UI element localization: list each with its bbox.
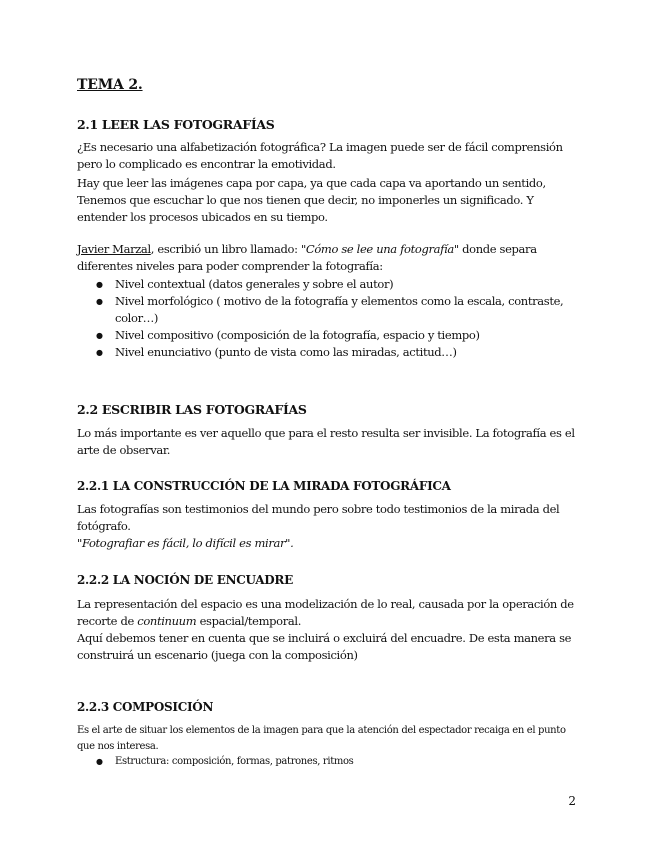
subsection-heading-composicion: 2.2.3 COMPOSICIÓN <box>77 700 214 714</box>
paragraph-testimonios: Las fotografías son testimonios del mundo pero sobre todo testimonios de la mirada del fotógrafo. <box>77 502 560 533</box>
book-title: "Cómo se lee una fotografía" <box>300 242 459 256</box>
section-heading-escribir: 2.2 ESCRIBIR LAS FOTOGRAFÍAS <box>77 402 307 417</box>
subsection-heading-encuadre: 2.2.2 LA NOCIÓN DE ENCUADRE <box>77 573 293 587</box>
continuum-term: continuum <box>137 614 197 628</box>
paragraph-invisible: Lo más importante es ver aquello que para el resto resulta ser invisible. La fotografía es el arte de observar. <box>77 426 575 457</box>
levels-list <box>77 276 577 361</box>
section-heading-leer: 2.1 LEER LAS FOTOGRAFÍAS <box>77 117 275 132</box>
list-item: ● Nivel morfológico ( motivo de la fotografía y elementos como la escala, contraste, color…) <box>77 293 577 327</box>
paragraph-alfabetizacion: ¿Es necesario una alfabetización fotográfica? La imagen puede ser de fácil comprensión pero lo complicado es encontrar la emotividad. <box>77 140 563 171</box>
page-number: 2 <box>568 794 576 808</box>
list-item: ● Nivel compositivo (composición de la fotografía, espacio y tiempo) <box>77 327 577 344</box>
subsection-heading-mirada: 2.2.1 LA CONSTRUCCIÓN DE LA MIRADA FOTOGRÁFICA <box>77 479 451 493</box>
author-name: Javier Marzal <box>77 242 151 256</box>
paragraph-representacion: La representación del espacio es una modelización de lo real, causada por la operación de recorte de continuum espacial/temporal. <box>77 597 574 628</box>
paragraph-marzal: Javier Marzal, escribió un libro llamado: "Cómo se lee una fotografía" donde separa diferentes niveles para poder comprender la fotografía: <box>77 242 537 273</box>
list-item: ● Nivel enunciativo (punto de vista como las miradas, actitud…) <box>77 344 577 361</box>
composition-list <box>77 754 577 770</box>
paragraph-composicion: Es el arte de situar los elementos de la imagen para que la atención del espectador recaiga en el punto que nos interesa. <box>77 725 566 752</box>
list-item: ● Nivel contextual (datos generales y sobre el autor) <box>77 276 577 293</box>
document-title: TEMA 2. <box>77 77 143 93</box>
list-item: ● Estructura: composición, formas, patrones, ritmos <box>77 754 577 770</box>
paragraph-encuadre: Aquí debemos tener en cuenta que se incluirá o excluirá del encuadre. De esta manera se construirá un escenario (juega con la composición) <box>77 631 572 662</box>
quote-mirar: "Fotografiar es fácil, lo difícil es mirar". <box>77 536 294 550</box>
paragraph-capas: Hay que leer las imágenes capa por capa, ya que cada capa va aportando un sentido, Tenemos que escuchar lo que nos tienen que decir, no imponerles un significado. Y entender los procesos ubicados en su tiempo. <box>77 176 546 224</box>
